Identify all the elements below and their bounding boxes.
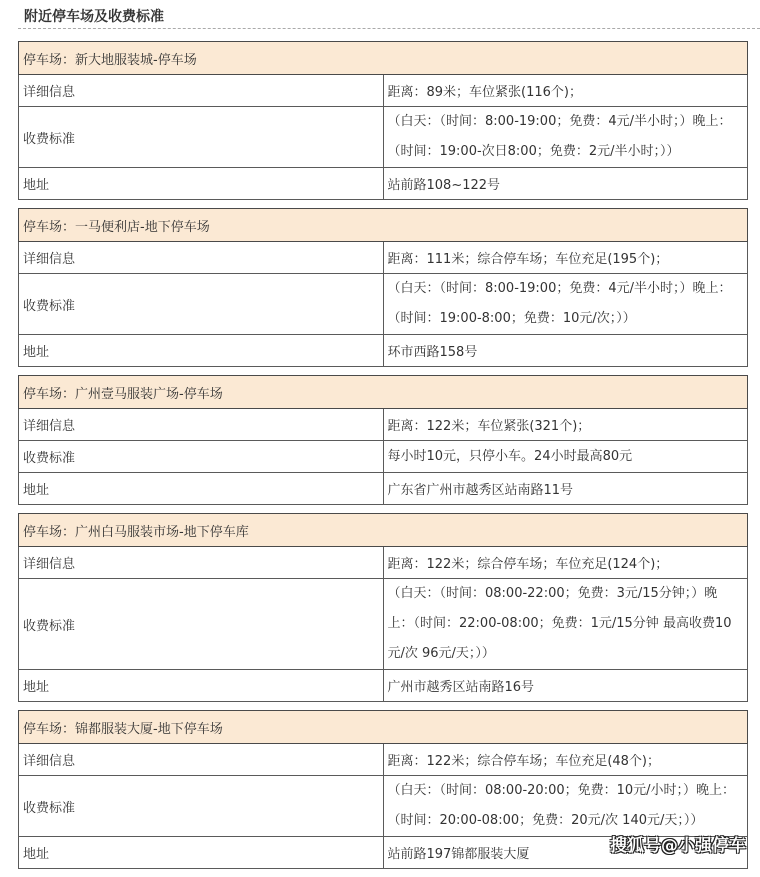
parking-lot-table: [18, 41, 748, 200]
lot-header-row: [19, 514, 748, 547]
address-value: 广州市越秀区站南路16号: [383, 670, 748, 702]
fee-row: [19, 274, 748, 335]
lot-name: 停车场：新大地服装城-停车场: [19, 42, 748, 75]
fee-value: （白天：（时间：8:00-19:00；免费：4元/半小时；）晚上：（时间：19:00-次日8:00；免费：2元/半小时；））: [383, 107, 748, 168]
fee-row: [19, 776, 748, 837]
detail-label: 详细信息: [19, 547, 384, 579]
address-value: 环市西路158号: [383, 335, 748, 367]
lot-header-row: [19, 376, 748, 409]
address-label: 地址: [19, 168, 384, 200]
lot-name: 停车场：广州壹马服装广场-停车场: [19, 376, 748, 409]
lot-name: 停车场：锦都服装大厦-地下停车场: [19, 711, 748, 744]
fee-value: （白天：（时间：08:00-22:00；免费：3元/15分钟；）晚上：（时间：22:00-08:00；免费：1元/15分钟 最高收费10元/次 96元/天；））: [383, 579, 748, 670]
detail-label: 详细信息: [19, 744, 384, 776]
address-label: 地址: [19, 670, 384, 702]
page-title-bar: [18, 0, 760, 29]
fee-row: [19, 579, 748, 670]
parking-lot-table: [18, 513, 748, 702]
lot-name: 停车场：一马便利店-地下停车场: [19, 209, 748, 242]
address-value: 站前路108~122号: [383, 168, 748, 200]
detail-value: 距离：122米；车位紧张(321个)；: [383, 409, 748, 441]
fee-label: 收费标准: [19, 579, 384, 670]
address-label: 地址: [19, 837, 384, 869]
fee-label: 收费标准: [19, 274, 384, 335]
detail-value: 距离：122米；综合停车场；车位充足(124个)；: [383, 547, 748, 579]
address-value: 站前路197锦都服装大厦: [383, 837, 748, 869]
detail-row: [19, 409, 748, 441]
fee-label: 收费标准: [19, 776, 384, 837]
detail-label: 详细信息: [19, 409, 384, 441]
detail-row: [19, 75, 748, 107]
address-label: 地址: [19, 473, 384, 505]
address-row: [19, 670, 748, 702]
address-row: [19, 335, 748, 367]
fee-label: 收费标准: [19, 107, 384, 168]
address-row: [19, 473, 748, 505]
detail-value: 距离：89米；车位紧张(116个)；: [383, 75, 748, 107]
detail-row: [19, 547, 748, 579]
parking-lot-table: [18, 375, 748, 505]
detail-label: 详细信息: [19, 242, 384, 274]
detail-value: 距离：122米；综合停车场；车位充足(48个)；: [383, 744, 748, 776]
lot-header-row: [19, 711, 748, 744]
parking-lot-list: [18, 41, 748, 877]
watermark: 搜狐号@小强停车: [610, 836, 746, 856]
detail-label: 详细信息: [19, 75, 384, 107]
lot-header-row: [19, 42, 748, 75]
lot-header-row: [19, 209, 748, 242]
fee-value: 每小时10元，只停小车。24小时最高80元: [383, 441, 748, 473]
page-title: 附近停车场及收费标准: [24, 9, 164, 25]
fee-value: （白天：（时间：8:00-19:00；免费：4元/半小时；）晚上：（时间：19:00-8:00；免费：10元/次；））: [383, 274, 748, 335]
fee-row: [19, 441, 748, 473]
fee-label: 收费标准: [19, 441, 384, 473]
detail-row: [19, 242, 748, 274]
parking-lot-table: [18, 208, 748, 367]
address-row: [19, 168, 748, 200]
detail-value: 距离：111米；综合停车场；车位充足(195个)；: [383, 242, 748, 274]
fee-value: （白天：（时间：08:00-20:00；免费：10元/小时；）晚上：（时间：20:00-08:00；免费：20元/次 140元/天；））: [383, 776, 748, 837]
address-value: 广东省广州市越秀区站南路11号: [383, 473, 748, 505]
fee-row: [19, 107, 748, 168]
lot-name: 停车场：广州白马服装市场-地下停车库: [19, 514, 748, 547]
detail-row: [19, 744, 748, 776]
address-label: 地址: [19, 335, 384, 367]
